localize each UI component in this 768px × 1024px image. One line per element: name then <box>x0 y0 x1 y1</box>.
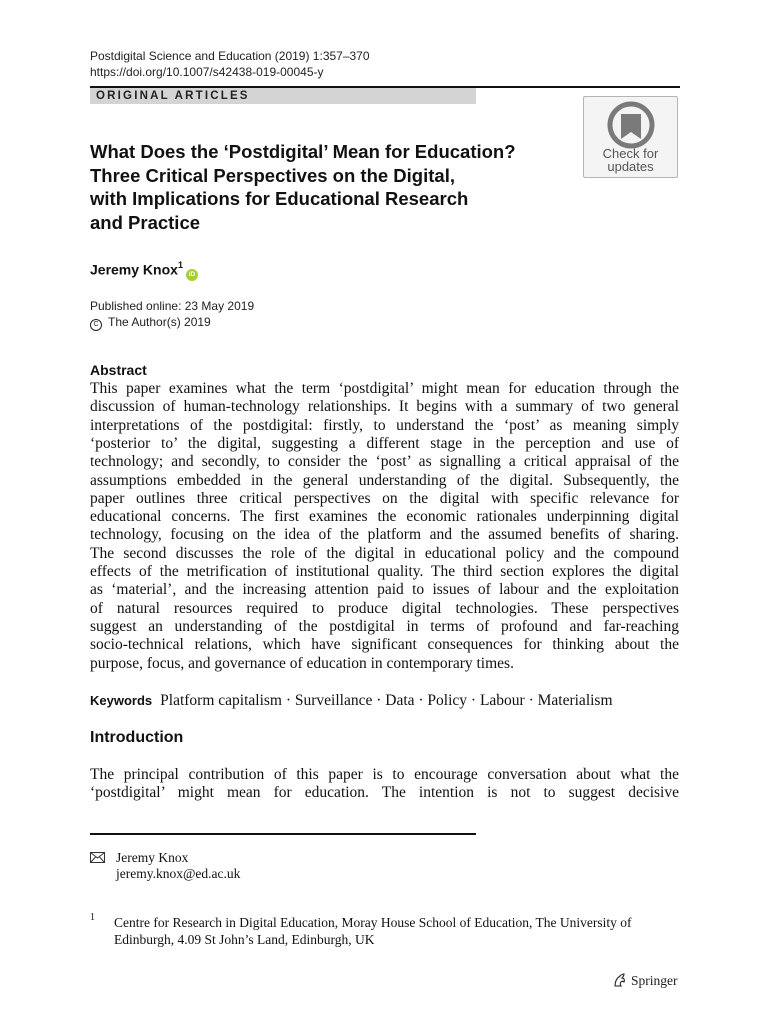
contact-name: Jeremy Knox <box>116 850 189 865</box>
abstract-line: effects of the metrification of institutional quality. The third section explores the digital <box>90 563 679 580</box>
check-for-updates-badge[interactable] <box>583 96 678 178</box>
copyright-text: The Author(s) 2019 <box>108 315 211 329</box>
contact-email-link[interactable]: jeremy.knox@ed.ac.uk <box>116 866 241 881</box>
check-for-updates-label <box>584 147 677 173</box>
springer-horse-icon <box>612 972 628 988</box>
title-line: and Practice <box>90 211 201 233</box>
envelope-icon <box>90 852 105 863</box>
abstract-line: of natural resources required to produce digital technologies. These perspectives <box>90 599 679 617</box>
keywords <box>90 692 613 710</box>
abstract-line: ‘posterior to’ the digital, suggesting a different stage in the perception and use of <box>90 434 679 452</box>
abstract-line: socio-technical relations, which have significant consequences for thinking about the <box>90 636 679 654</box>
affiliation-line: Edinburgh, 4.09 St John’s Land, Edinburgh, UK <box>114 931 375 947</box>
abstract-line: This paper examines what the term ‘postdigital’ might mean for education through the <box>90 380 679 397</box>
journal-citation: Postdigital Science and Education (2019) 1:357–370 <box>90 49 370 63</box>
abstract-line: paper outlines three critical perspectives on the digital with specific relevance for <box>90 489 679 507</box>
copyright-notice <box>90 315 211 331</box>
abstract-line: assumptions embedded in the general understanding of the digital. Subsequently, the <box>90 471 679 489</box>
published-date: Published online: 23 May 2019 <box>90 299 255 313</box>
abstract-line: The second discusses the role of the digital in educational policy and the compound <box>90 544 679 562</box>
abstract-line: interpretations of the postdigital: firstly, to understand the ‘post’ as meaning simply <box>90 416 679 434</box>
title-line: with Implications for Educational Research <box>90 188 469 209</box>
abstract-line: technology; and secondly, to consider the ‘post’ as signalling a critical appraisal of the <box>90 453 679 471</box>
title-line: What Does the ‘Postdigital’ Mean for Education? <box>90 141 516 162</box>
affiliation-number: 1 <box>90 912 95 923</box>
introduction-heading: Introduction <box>90 729 184 746</box>
affiliation-mark: 1 <box>177 260 183 270</box>
badge-line-2: updates <box>607 159 654 174</box>
keywords-list: Platform capitalism · Surveillance · Data · Policy · Labour · Materialism <box>160 692 613 709</box>
section-label: ORIGINAL ARTICLES <box>96 90 250 102</box>
article-title <box>90 140 560 234</box>
abstract-line: as ‘material’, and the increasing attention paid to issues of labour and the exploitation <box>90 581 679 599</box>
author-byline <box>90 257 198 281</box>
keywords-label: Keywords <box>90 693 153 708</box>
abstract-line: technology, focusing on the idea of the platform and the assumed benefits of sharing. <box>90 526 679 544</box>
title-line: Three Critical Perspectives on the Digital, <box>90 164 455 186</box>
orcid-icon[interactable]: iD <box>186 269 198 281</box>
affiliation-line: Centre for Research in Digital Education, Moray House School of Education, The University of <box>114 915 632 930</box>
introduction-line: ‘postdigital’ might mean for education. The intention is not to suggest decisive <box>90 784 679 802</box>
footnote-rule <box>90 833 476 835</box>
abstract-line: purpose, focus, and governance of education in contemporary times. <box>90 654 514 672</box>
author-name[interactable]: Jeremy Knox <box>90 261 178 278</box>
abstract-line: suggest an understanding of the postdigital in terms of profound and far-reaching <box>90 617 679 635</box>
abstract-heading: Abstract <box>90 362 147 378</box>
affiliation-text <box>114 915 680 948</box>
publisher-name: Springer <box>631 973 678 988</box>
abstract-line: educational concerns. The first examines the economic rationales underpinning digital <box>90 508 679 526</box>
copyright-icon: C <box>90 319 102 331</box>
abstract-line: discussion of human-technology relationships. It begins with a summary of two general <box>90 398 679 416</box>
introduction-line: The principal contribution of this paper is to encourage conversation about what the <box>90 766 679 783</box>
badge-line-1: Check for <box>602 146 659 161</box>
bookmark-circle-icon <box>605 101 657 151</box>
doi-link[interactable]: https://doi.org/10.1007/s42438-019-00045-y <box>90 65 324 79</box>
